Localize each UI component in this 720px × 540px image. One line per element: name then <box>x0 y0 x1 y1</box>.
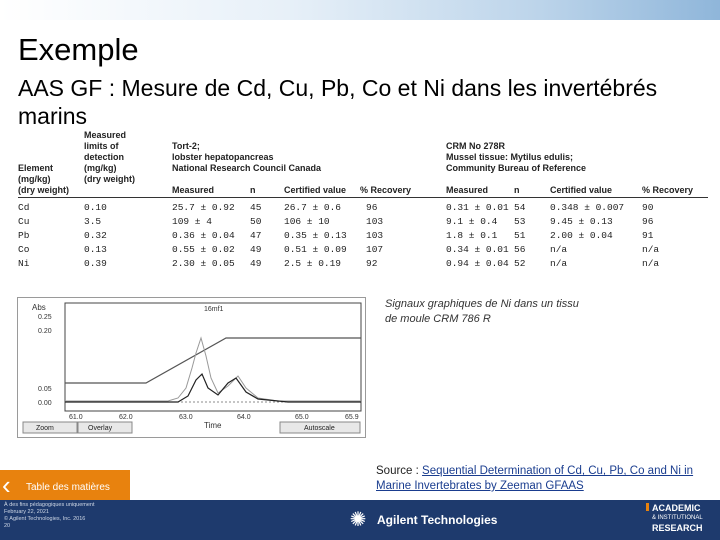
table-cell-m1: 25.7 ± 0.92 <box>172 202 235 213</box>
table-cell-element: Cd <box>18 202 30 213</box>
table-cell-c1: 0.51 ± 0.09 <box>284 244 347 255</box>
table-cell-r1: 92 <box>366 258 378 269</box>
table-cell-m2: 0.31 ± 0.01 <box>446 202 509 213</box>
footer-notes <box>4 502 95 530</box>
header-gradient-bar <box>0 0 720 20</box>
x-tick-label: 62.0 <box>119 414 133 421</box>
y-tick-label: 0.00 <box>38 400 52 407</box>
table-cell-c2: 9.45 ± 0.13 <box>550 216 613 227</box>
footer-line-1: À des fins pédagogiques uniquement <box>4 502 95 508</box>
source-citation <box>376 464 706 494</box>
table-cell-r1: 103 <box>366 230 384 241</box>
subheader-certified-2: Certified value <box>550 185 613 195</box>
subheader-n-2: n <box>514 185 520 195</box>
limits-header-line-5: (dry weight) <box>84 174 135 184</box>
table-of-contents-button[interactable] <box>0 470 130 500</box>
agilent-spark-icon: ✺ <box>349 509 367 531</box>
toc-label: Table des matières <box>26 482 110 493</box>
table-cell-c1: 2.5 ± 0.19 <box>284 258 342 269</box>
table-cell-c2: 0.348 ± 0.007 <box>550 202 625 213</box>
agilent-brand: Agilent Technologies <box>377 513 498 527</box>
footer-line-3: © Agilent Technologies, Inc. 2016 <box>4 516 86 522</box>
slide-title: Exemple <box>18 32 139 67</box>
y-tick-label: 0.20 <box>38 328 52 335</box>
table-cell-n1: 49 <box>250 244 262 255</box>
plot-svg <box>18 298 365 437</box>
subheader-measured-2: Measured <box>446 185 489 195</box>
table-cell-n2: 56 <box>514 244 526 255</box>
crm-header-line-2: Mussel tissue: Mytilus edulis; <box>446 152 574 162</box>
table-cell-lod: 0.13 <box>84 244 107 255</box>
academic-line-2: & INSTITUTIONAL <box>652 515 703 521</box>
subheader-n-1: n <box>250 185 256 195</box>
table-cell-m1: 0.36 ± 0.04 <box>172 230 235 241</box>
footer-line-2: February 22, 2021 <box>4 509 49 515</box>
table-cell-element: Pb <box>18 230 30 241</box>
footer-page-number: 20 <box>4 523 11 529</box>
plot-x-label: Time <box>204 421 222 430</box>
tort-header-line-3: National Research Council Canada <box>172 163 322 173</box>
autoscale-button-label: Autoscale <box>304 425 335 432</box>
limits-header-line-2: limits of <box>84 141 119 151</box>
plot-caption: Signaux graphiques de Ni dans un tissu de moule CRM 786 R <box>385 298 579 325</box>
table-cell-n2: 53 <box>514 216 526 227</box>
table-cell-n1: 45 <box>250 202 262 213</box>
x-tick-label: 61.0 <box>69 414 83 421</box>
y-tick-label: 0.05 <box>38 386 52 393</box>
subheader-certified-1: Certified value <box>284 185 347 195</box>
table-cell-r2: n/a <box>642 244 660 255</box>
element-header: Element <box>18 163 54 173</box>
limits-header-line-1: Measured <box>84 130 127 140</box>
table-cell-element: Ni <box>18 258 30 269</box>
x-tick-label: 65.9 <box>345 414 359 421</box>
subheader-recovery-1: % Recovery <box>360 185 412 195</box>
orange-stripe-icon <box>646 503 649 511</box>
x-tick-label: 64.0 <box>237 414 251 421</box>
zoom-button-label: Zoom <box>36 425 54 432</box>
table-cell-lod: 0.32 <box>84 230 107 241</box>
table-cell-lod: 3.5 <box>84 216 102 227</box>
x-tick-label: 65.0 <box>295 414 309 421</box>
table-cell-r1: 103 <box>366 216 384 227</box>
table-cell-c2: n/a <box>550 244 568 255</box>
table-cell-r2: n/a <box>642 258 660 269</box>
plot-y-label: Abs <box>32 303 46 312</box>
subheader-measured-1: Measured <box>172 185 215 195</box>
slide-subtitle: AAS GF : Mesure de Cd, Cu, Pb, Co et Ni dans les invertébrés marins <box>18 75 658 129</box>
table-cell-c1: 0.35 ± 0.13 <box>284 230 347 241</box>
element-units-2: (dry weight) <box>18 185 69 195</box>
table-cell-n2: 51 <box>514 230 526 241</box>
limits-header-line-4: (mg/kg) <box>84 163 117 173</box>
academic-line-3: RESEARCH <box>652 523 703 533</box>
table-cell-r1: 107 <box>366 244 384 255</box>
table-cell-r1: 96 <box>366 202 378 213</box>
table-divider <box>18 197 708 198</box>
table-cell-c2: n/a <box>550 258 568 269</box>
table-cell-n2: 52 <box>514 258 526 269</box>
table-cell-m2: 1.8 ± 0.1 <box>446 230 498 241</box>
plot-top-label: 16mf1 <box>204 306 224 313</box>
table-cell-element: Cu <box>18 216 30 227</box>
table-cell-m2: 9.1 ± 0.4 <box>446 216 498 227</box>
table-cell-c1: 26.7 ± 0.6 <box>284 202 342 213</box>
table-cell-n1: 50 <box>250 216 262 227</box>
source-prefix: Source : <box>376 465 423 477</box>
table-cell-lod: 0.39 <box>84 258 107 269</box>
table-cell-m2: 0.34 ± 0.01 <box>446 244 509 255</box>
table-cell-r2: 96 <box>642 216 654 227</box>
overlay-button-label: Overlay <box>88 425 113 432</box>
tort-header-line-1: Tort-2; <box>172 141 200 151</box>
subheader-recovery-2: % Recovery <box>642 185 694 195</box>
tort-header-line-2: lobster hepatopancreas <box>172 152 274 162</box>
results-table <box>18 130 708 272</box>
table-cell-n2: 54 <box>514 202 526 213</box>
ni-signal-plot <box>17 297 366 438</box>
element-units: (mg/kg) <box>18 174 51 184</box>
limits-header-line-3: detection <box>84 152 125 162</box>
chevron-left-icon: ‹ <box>2 470 11 500</box>
table-cell-lod: 0.10 <box>84 202 107 213</box>
academic-line-1: ACADEMIC <box>652 503 701 513</box>
academic-research-logo <box>646 503 703 533</box>
table-cell-m2: 0.94 ± 0.04 <box>446 258 509 269</box>
y-tick-label: 0.25 <box>38 314 52 321</box>
table-cell-r2: 90 <box>642 202 654 213</box>
crm-header-line-3: Community Bureau of Reference <box>446 163 587 173</box>
table-cell-c1: 106 ± 10 <box>284 216 330 227</box>
table-cell-m1: 2.30 ± 0.05 <box>172 258 235 269</box>
x-tick-label: 63.0 <box>179 414 193 421</box>
crm-header-line-1: CRM No 278R <box>446 141 506 151</box>
table-cell-m1: 0.55 ± 0.02 <box>172 244 235 255</box>
agilent-logo <box>345 507 505 533</box>
table-cell-n1: 47 <box>250 230 262 241</box>
source-link[interactable]: Sequential Determination of Cd, Cu, Pb, Co and Ni in Marine Invertebrates by Zeeman GFAAS <box>376 465 694 492</box>
table-cell-element: Co <box>18 244 30 255</box>
table-cell-m1: 109 ± 4 <box>172 216 212 227</box>
table-cell-r2: 91 <box>642 230 654 241</box>
table-cell-c2: 2.00 ± 0.04 <box>550 230 613 241</box>
table-cell-n1: 49 <box>250 258 262 269</box>
